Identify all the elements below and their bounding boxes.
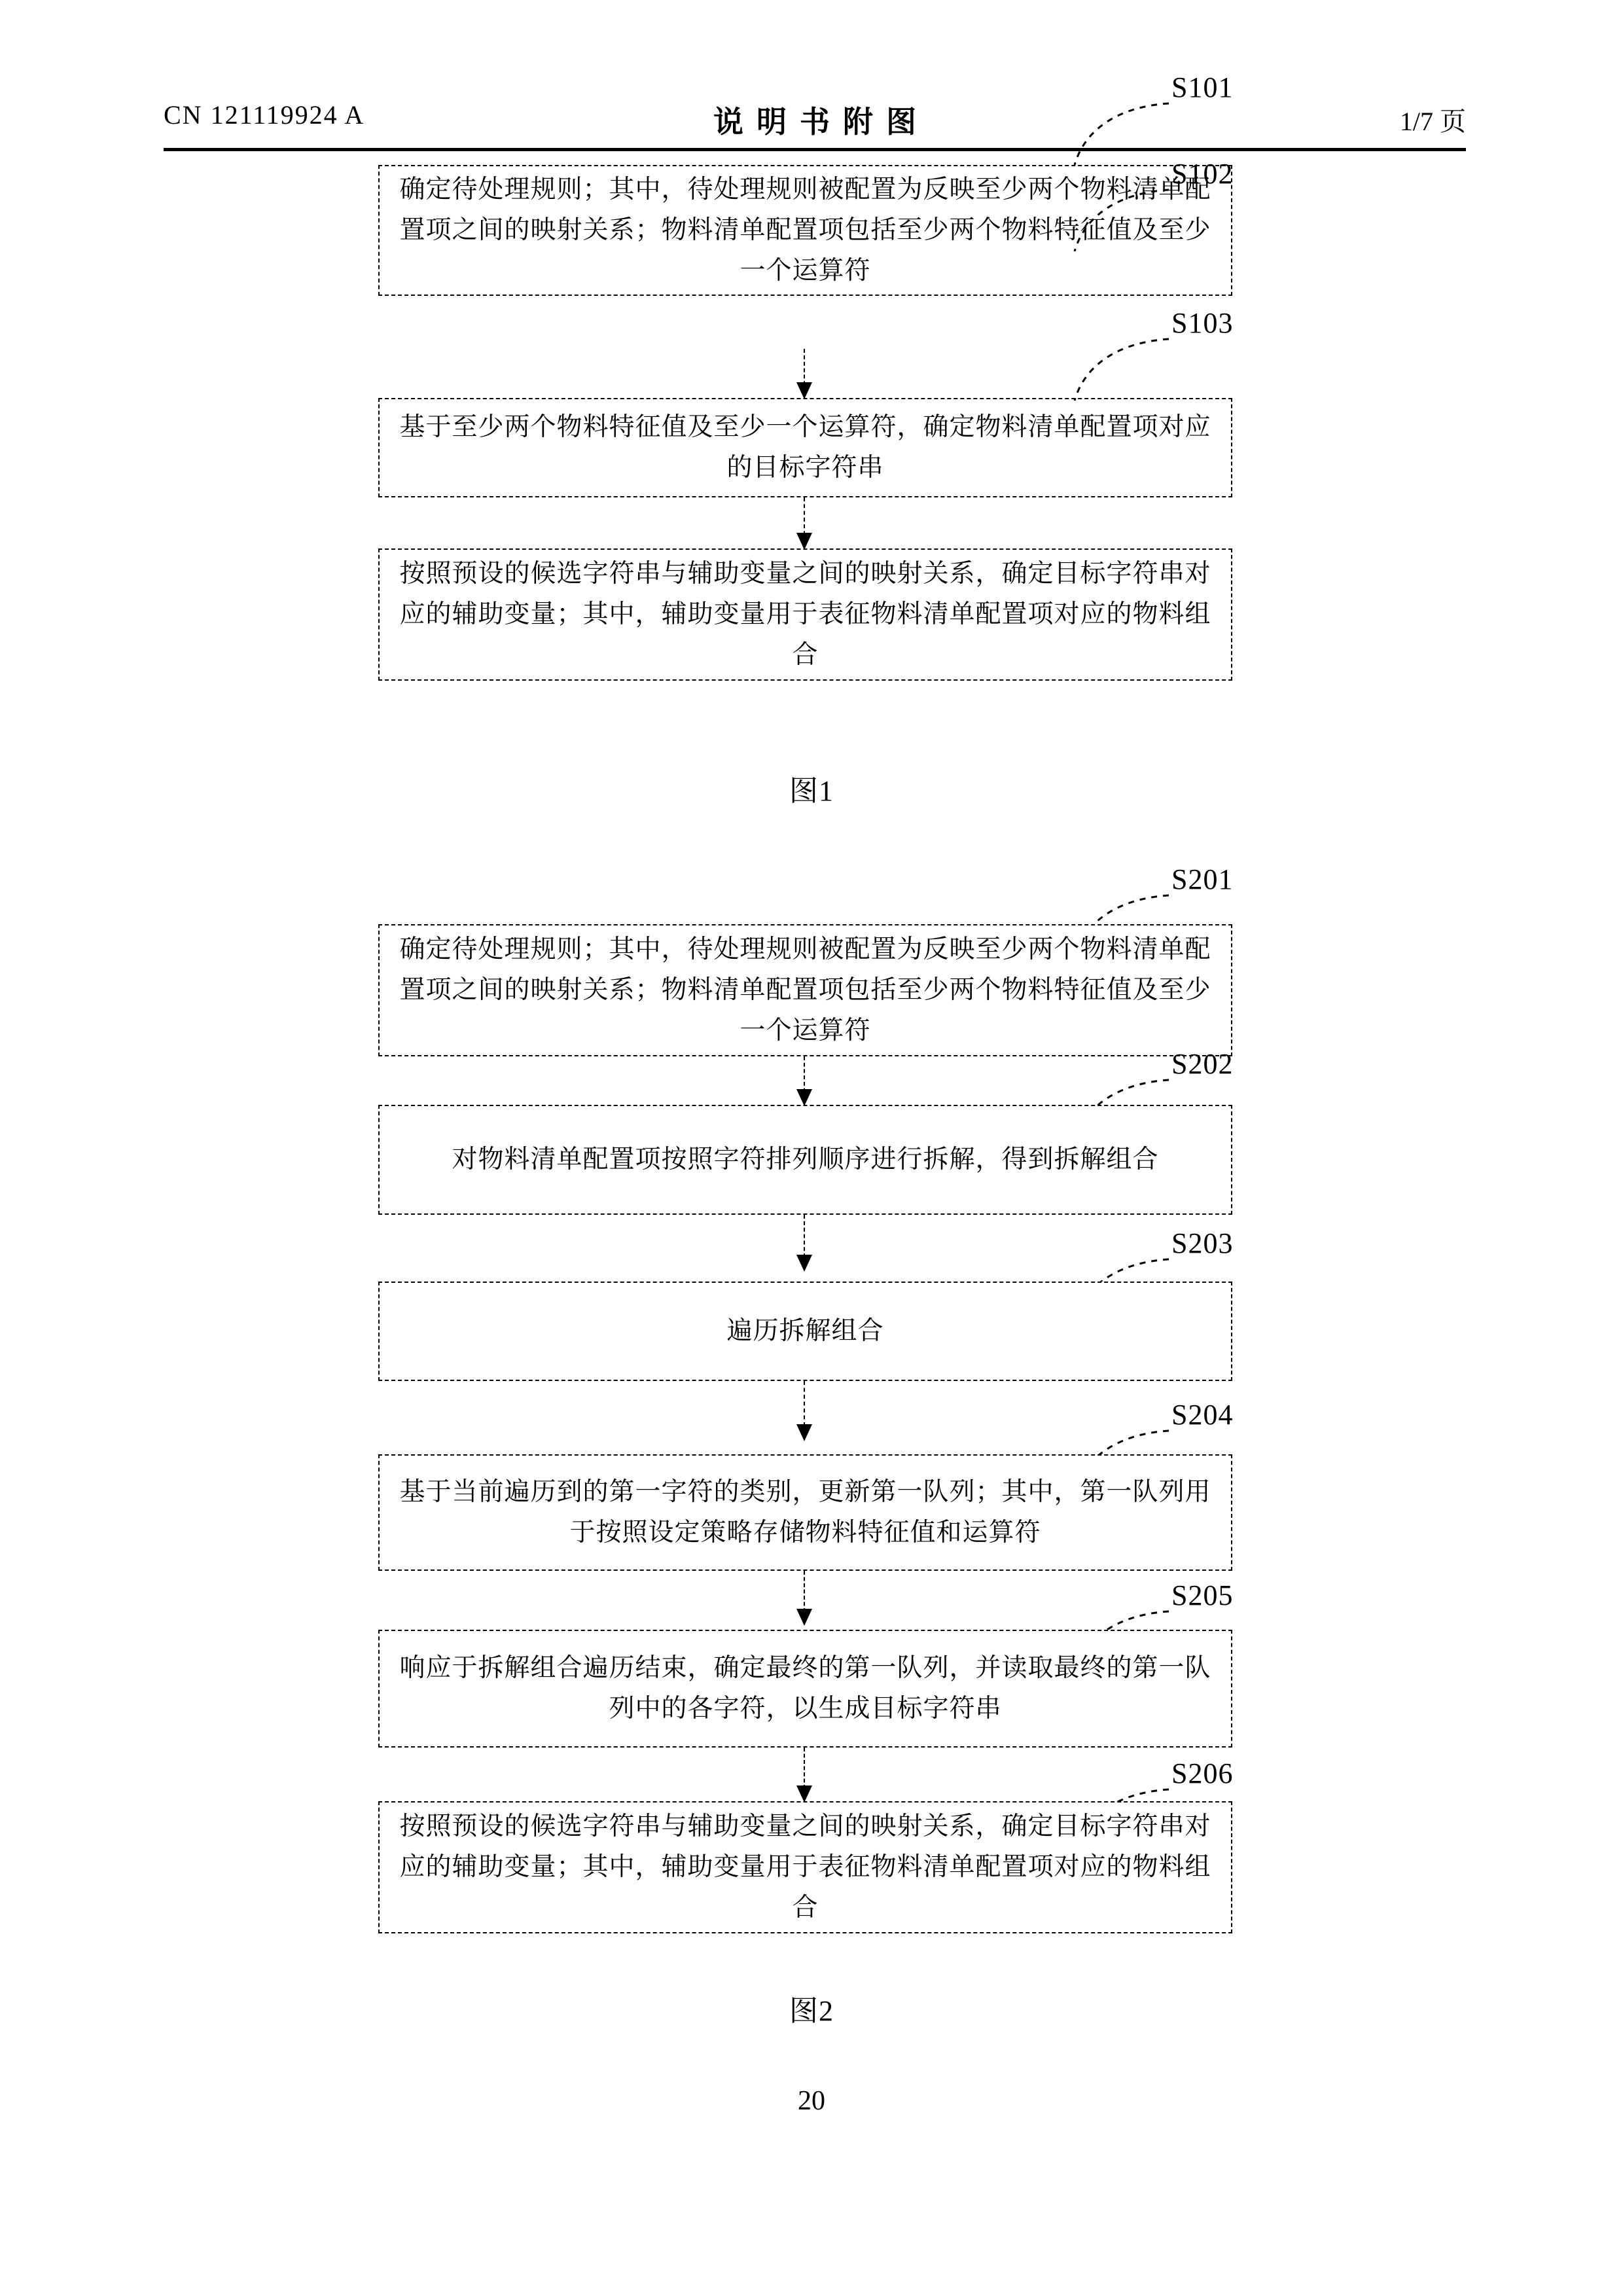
connector-s201-s202 bbox=[804, 1056, 805, 1105]
step-label-s103: S103 bbox=[1171, 307, 1234, 339]
figure-2-caption: 图2 bbox=[789, 1995, 834, 2027]
connector-arrowhead bbox=[796, 1424, 812, 1441]
flow-box-s203 bbox=[378, 1282, 1232, 1381]
flow-box-s206-text: 按照预设的候选字符串与辅助变量之间的映射关系，确定目标字符串对应的辅助变量；其中，辅助变量用于表征物料清单配置项对应的物料组合 bbox=[399, 1812, 1211, 1922]
connector-arrowhead bbox=[796, 1089, 812, 1106]
flow-box-s201-text: 确定待处理规则；其中，待处理规则被配置为反映至少两个物料清单配置项之间的映射关系；物料清单配置项包括至少两个物料特征值及至少一个运算符 bbox=[399, 935, 1211, 1045]
connector-arrowhead bbox=[796, 1609, 812, 1626]
flow-box-s202 bbox=[378, 1105, 1232, 1215]
step-label-s202: S202 bbox=[1171, 1048, 1234, 1080]
flow-box-s103-text: 按照预设的候选字符串与辅助变量之间的映射关系，确定目标字符串对应的辅助变量；其中，辅助变量用于表征物料清单配置项对应的物料组合 bbox=[399, 560, 1211, 669]
step-label-s201: S201 bbox=[1171, 863, 1234, 895]
step-label-s203: S203 bbox=[1171, 1227, 1234, 1259]
flow-box-s204 bbox=[378, 1454, 1232, 1571]
connector-s203-s204 bbox=[804, 1381, 805, 1440]
flow-box-s204-text: 基于当前遍历到的第一字符的类别，更新第一队列；其中，第一队列用于按照设定策略存储物料特征值和运算符 bbox=[399, 1478, 1211, 1547]
figure-1-caption: 图1 bbox=[789, 775, 834, 807]
connector-arrowhead bbox=[796, 1785, 812, 1803]
patent-number: CN 121119924 A bbox=[164, 100, 365, 130]
flow-box-s101-text: 确定待处理规则；其中，待处理规则被配置为反映至少两个物料清单配置项之间的映射关系；物料清单配置项包括至少两个物料特征值及至少一个运算符 bbox=[399, 175, 1211, 285]
page-number: 20 bbox=[798, 2086, 825, 2116]
page-title: 说明书附图 bbox=[713, 105, 929, 139]
flow-box-s201 bbox=[378, 924, 1232, 1056]
flow-box-s203-text: 遍历拆解组合 bbox=[726, 1317, 884, 1345]
flow-box-s205 bbox=[378, 1630, 1232, 1748]
flow-box-s202-text: 对物料清单配置项按照字符排列顺序进行拆解，得到拆解组合 bbox=[452, 1145, 1159, 1174]
step-label-s101: S101 bbox=[1171, 71, 1234, 103]
step-label-s204: S204 bbox=[1171, 1399, 1234, 1431]
connector-s202-s203 bbox=[804, 1215, 805, 1270]
flow-box-s102-text: 基于至少两个物料特征值及至少一个运算符，确定物料清单配置项对应的目标字符串 bbox=[399, 413, 1211, 482]
flow-box-s206 bbox=[378, 1801, 1232, 1933]
step-label-s102: S102 bbox=[1171, 158, 1234, 190]
flow-box-s205-text: 响应于拆解组合遍历结束，确定最终的第一队列，并读取最终的第一队列中的各字符，以生成目标字符串 bbox=[399, 1654, 1211, 1723]
connector-s204-s205 bbox=[804, 1571, 805, 1624]
page-indicator: 1/7 页 bbox=[1399, 107, 1466, 136]
step-label-s205: S205 bbox=[1171, 1579, 1234, 1611]
connector-arrowhead bbox=[796, 1255, 812, 1272]
connector-s205-s206 bbox=[804, 1748, 805, 1801]
step-label-s206: S206 bbox=[1171, 1757, 1234, 1789]
